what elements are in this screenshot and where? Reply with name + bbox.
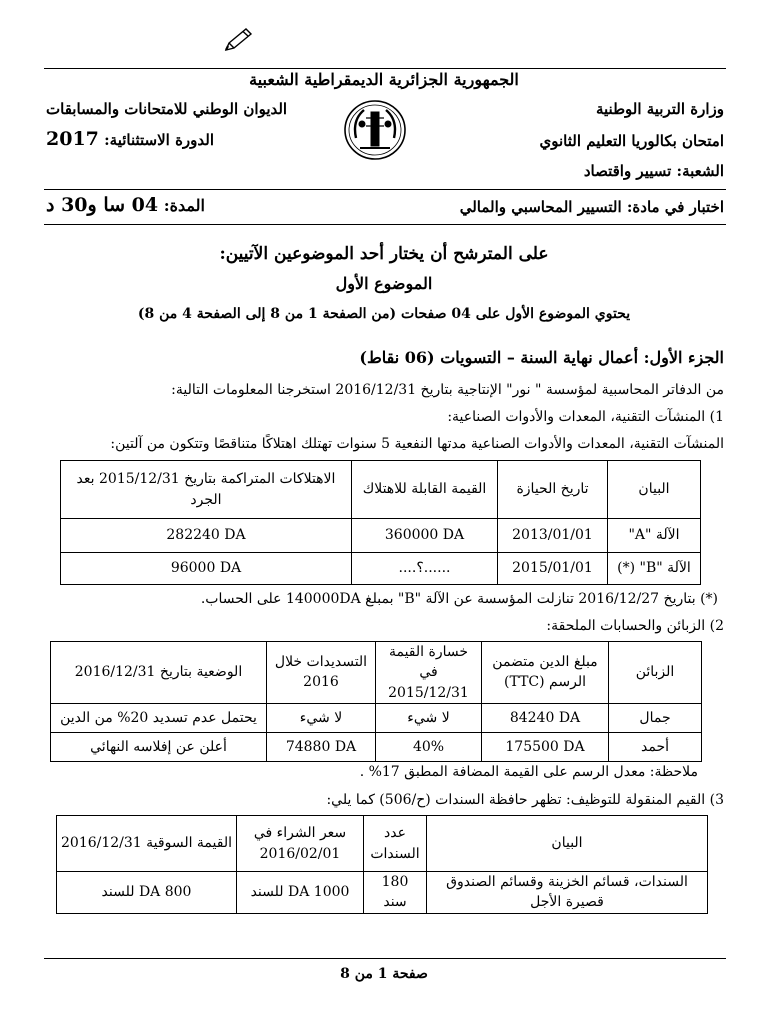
section2-title: 2) الزبائن والحسابات الملحقة: xyxy=(546,618,724,634)
table-cell: يحتمل عدم تسديد 20% من الدين xyxy=(51,703,267,732)
header-rule xyxy=(44,189,726,190)
table-cell: جمال xyxy=(609,703,702,732)
table-cell: أعلن عن إفلاسه النهائي xyxy=(51,732,267,761)
table-header-cell: خسارة القيمة في 2015/12/31 xyxy=(376,642,482,704)
duration-line xyxy=(46,194,205,216)
table-cell: 360000 DA xyxy=(352,519,498,553)
branch-name: الشعبة: تسيير واقتصاد xyxy=(583,162,724,180)
exam-name: امتحان بكالوريا التعليم الثانوي xyxy=(539,132,724,150)
table-cell: 180 سند xyxy=(364,872,427,914)
table-cell: 175500 DA xyxy=(482,732,609,761)
table-header-cell: سعر الشراء في 2016/02/01 xyxy=(237,816,364,872)
table-cell: 96000 DA xyxy=(61,553,352,585)
republic-title: الجمهورية الجزائرية الديمقراطية الشعبية xyxy=(249,70,519,89)
clients-table xyxy=(50,641,702,762)
table-header-cell: التسديدات خلال 2016 xyxy=(267,642,376,704)
footer-rule xyxy=(44,958,726,959)
section3-title: 3) القيم المنقولة للتوظيف: تظهر حافظة السندات (ح/506) كما يلي: xyxy=(326,792,724,808)
part1-title: الجزء الأول: أعمال نهاية السنة – التسويات (06 نقاط) xyxy=(359,348,724,367)
session-label: الدورة الاستثنائية: xyxy=(104,131,215,149)
duration-label: المدة: xyxy=(163,196,205,215)
table-header-cell: الزبائن xyxy=(609,642,702,704)
session-year: 2017 xyxy=(46,128,99,150)
table-header-cell: الوضعية بتاريخ 2016/12/31 xyxy=(51,642,267,704)
table-row xyxy=(57,872,708,914)
table-header-cell: البيان xyxy=(427,816,708,872)
subject-line: اختبار في مادة: التسيير المحاسبي والمالي xyxy=(459,198,724,216)
table-cell: ......؟.... xyxy=(352,553,498,585)
table-row xyxy=(61,519,701,553)
table-cell: لا شيء xyxy=(376,703,482,732)
table-row xyxy=(61,553,701,585)
ministry-logo-icon xyxy=(342,98,408,162)
candidate-instruction: على المترشح أن يختار أحد الموضوعين الآتيين: xyxy=(219,244,549,264)
table-cell: 1000 DA للسند xyxy=(237,872,364,914)
page-number: صفحة 1 من 8 xyxy=(340,966,428,982)
table-header-row xyxy=(57,816,708,872)
table-cell: الآلة "A" xyxy=(608,519,701,553)
table-header-cell: البيان xyxy=(608,461,701,519)
table-header-row xyxy=(61,461,701,519)
table-cell: السندات، قسائم الخزينة وقسائم الصندوق قصيرة الأجل xyxy=(427,872,708,914)
section1-desc: المنشآت التقنية، المعدات والأدوات الصناعية مدتها النفعية 5 سنوات تهتلك اهتلاكًا متناقصًا وتتكون من آلتين: xyxy=(110,436,724,452)
table-header-cell: الاهتلاكات المتراكمة بتاريخ 2015/12/31 بعد الجرد xyxy=(61,461,352,519)
table-row xyxy=(51,732,702,761)
table-cell: 74880 DA xyxy=(267,732,376,761)
table-cell: 2013/01/01 xyxy=(498,519,608,553)
section1-title: 1) المنشآت التقنية، المعدات والأدوات الصناعية: xyxy=(447,409,724,425)
session-line xyxy=(46,128,214,150)
table-cell: لا شيء xyxy=(267,703,376,732)
table-cell: أحمد xyxy=(609,732,702,761)
table-cell: 800 DA للسند xyxy=(57,872,237,914)
section1-note: (*) بتاريخ 2016/12/27 تنازلت المؤسسة عن الآلة "B" بمبلغ 140000DA على الحساب. xyxy=(200,591,718,607)
table-cell: 40% xyxy=(376,732,482,761)
table-header-cell: القيمة السوقية 2016/12/31 xyxy=(57,816,237,872)
pages-note: يحتوي الموضوع الأول على 04 صفحات (من الصفحة 1 من 8 إلى الصفحة 4 من 8) xyxy=(137,306,631,322)
table-header-cell: تاريخ الحيازة xyxy=(498,461,608,519)
equipment-table xyxy=(60,460,701,585)
table-cell: 2015/01/01 xyxy=(498,553,608,585)
securities-table xyxy=(56,815,708,914)
part1-lead: من الدفاتر المحاسبية لمؤسسة " نور" الإنتاجية بتاريخ 2016/12/31 استخرجنا المعلومات التالية: xyxy=(171,382,724,398)
top-rule xyxy=(44,68,726,69)
table-header-cell: القيمة القابلة للاهتلاك xyxy=(352,461,498,519)
office-name: الديوان الوطني للامتحانات والمسابقات xyxy=(46,100,288,118)
topic-title: الموضوع الأول xyxy=(335,274,433,293)
section2-note: ملاحظة: معدل الرسم على القيمة المضافة المطبق 17% . xyxy=(359,764,698,780)
table-row xyxy=(51,703,702,732)
table-cell: 282240 DA xyxy=(61,519,352,553)
table-cell: الآلة "B" (*) xyxy=(608,553,701,585)
table-cell: 84240 DA xyxy=(482,703,609,732)
subject-rule xyxy=(44,224,726,225)
table-header-cell: عدد السندات xyxy=(364,816,427,872)
table-header-row xyxy=(51,642,702,704)
duration-value: 04 سا و30 د xyxy=(46,194,159,216)
table-header-cell: مبلغ الدين متضمن الرسم (TTC) xyxy=(482,642,609,704)
ministry-name: وزارة التربية الوطنية xyxy=(595,100,724,118)
pencil-icon xyxy=(222,26,254,54)
